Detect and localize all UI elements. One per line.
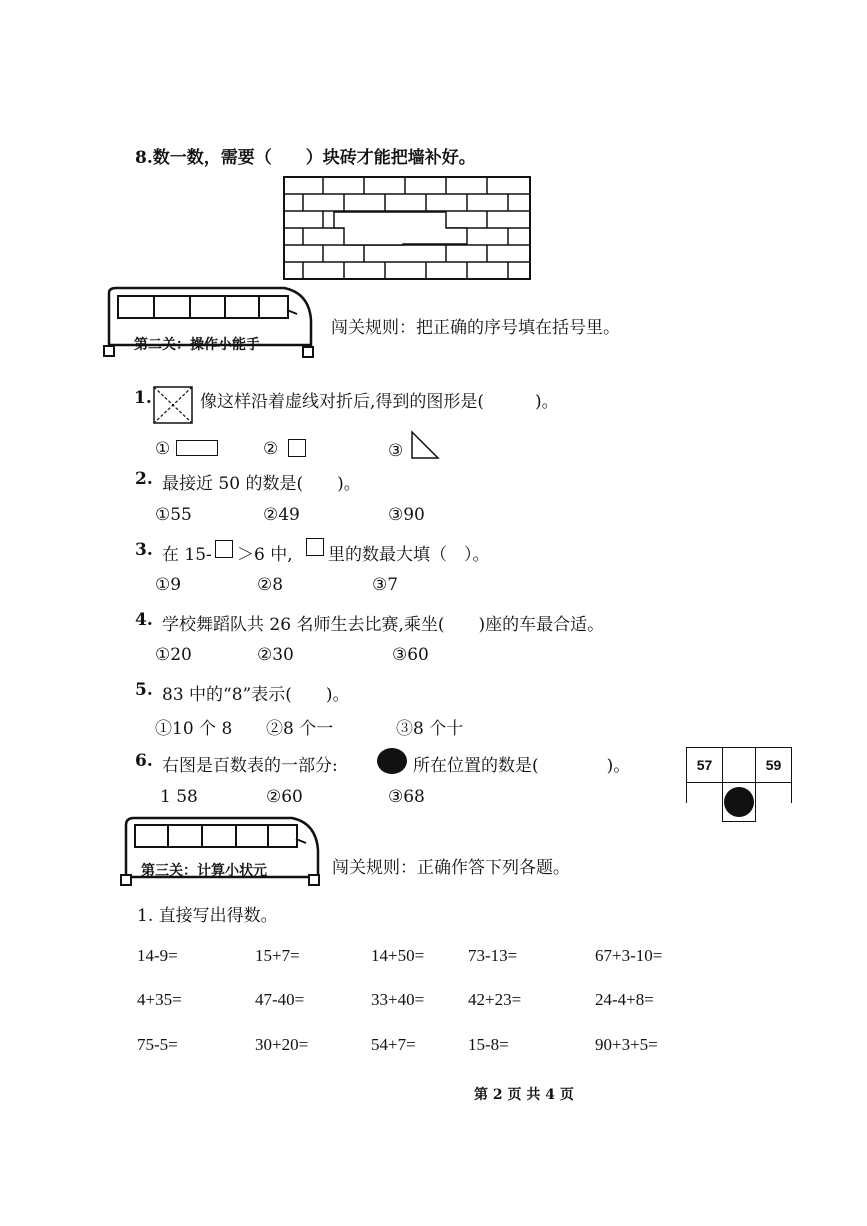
- question-3-option-1: ①9: [155, 575, 182, 595]
- calc-item: 90+3+5=: [595, 1035, 658, 1054]
- chart-cell-dot: [722, 782, 756, 822]
- question-1-stem: 像这样沿着虚线对折后,得到的图形是( )。: [200, 392, 559, 412]
- question-1-option-2: ②: [263, 439, 279, 459]
- calc-item: 15+7=: [255, 946, 300, 965]
- blank-box-icon: [215, 540, 233, 558]
- blank-box-icon: [306, 538, 324, 556]
- page-footer: 第 2 页 共 4 页: [474, 1087, 574, 1103]
- question-5-option-2: ②8 个一: [266, 719, 334, 739]
- chart-cell-empty: [722, 747, 756, 783]
- calc-item: 14+50=: [371, 946, 425, 965]
- question-3-stem-part1: 在 15-: [162, 545, 212, 565]
- question-2-option-2: ②49: [263, 505, 300, 525]
- calc-item: 30+20=: [255, 1035, 309, 1054]
- calc-item: 24-4+8=: [595, 990, 654, 1009]
- question-6-option-1: 1 58: [160, 787, 198, 807]
- question-4-option-1: ①20: [155, 645, 192, 665]
- chart-cell-59: 59: [755, 747, 792, 783]
- question-6-stem-part2: 所在位置的数是( )。: [413, 756, 631, 776]
- calc-item: 42+23=: [468, 990, 522, 1009]
- calc-item: 73-13=: [468, 946, 518, 965]
- level2-bus-label: 第二关：操作小能手: [134, 337, 260, 353]
- level3-bus-label: 第三关：计算小状元: [141, 863, 267, 879]
- level2-rule: 闯关规则：把正确的序号填在括号里。: [331, 318, 620, 338]
- calc-item: 33+40=: [371, 990, 425, 1009]
- question-8-text: 8.数一数，需要（ ）块砖才能把墙补好。: [135, 148, 476, 168]
- question-2-stem: 最接近 50 的数是( )。: [162, 474, 361, 494]
- level3-rule: 闯关规则：正确作答下列各题。: [332, 858, 570, 878]
- calc-heading: 1. 直接写出得数。: [137, 906, 278, 926]
- calc-item: 4+35=: [137, 990, 182, 1009]
- calc-item: 15-8=: [468, 1035, 509, 1054]
- square-shape-icon: [288, 439, 306, 457]
- question-2-option-1: ①55: [155, 505, 192, 525]
- question-6-option-3: ③68: [388, 787, 425, 807]
- question-3-stem-part2: ＞6 中,: [237, 545, 293, 565]
- question-5-number: 5.: [135, 680, 153, 700]
- question-6-number: 6.: [135, 751, 153, 771]
- calc-item: 14-9=: [137, 946, 178, 965]
- question-4-option-3: ③60: [392, 645, 429, 665]
- triangle-shape-icon: [410, 430, 440, 460]
- question-5-stem: 83 中的“8”表示( )。: [162, 685, 350, 705]
- question-1-option-1: ①: [155, 439, 171, 459]
- folding-square-icon: [153, 386, 193, 424]
- question-5-option-3: ③8 个十: [396, 719, 464, 739]
- black-dot-icon: [724, 787, 754, 817]
- black-dot-icon: [377, 748, 407, 774]
- question-3-number: 3.: [135, 540, 153, 560]
- question-4-number: 4.: [135, 610, 153, 630]
- calc-item: 47-40=: [255, 990, 305, 1009]
- question-2-number: 2.: [135, 469, 153, 489]
- question-3-stem-part3: 里的数最大填（ ）。: [328, 545, 490, 565]
- question-1-number: 1.: [134, 388, 152, 408]
- question-1-option-3: ③: [388, 441, 404, 461]
- brick-wall-figure: [283, 176, 533, 282]
- calc-item: 67+3-10=: [595, 946, 663, 965]
- question-4-option-2: ②30: [257, 645, 294, 665]
- question-6-option-2: ②60: [266, 787, 303, 807]
- chart-cell-57: 57: [686, 747, 723, 783]
- rectangle-shape-icon: [176, 440, 218, 456]
- hundred-chart-fragment: [686, 747, 796, 827]
- question-3-option-3: ③7: [372, 575, 399, 595]
- question-6-stem-part1: 右图是百数表的一部分:: [162, 756, 338, 776]
- calc-item: 54+7=: [371, 1035, 416, 1054]
- question-4-stem: 学校舞蹈队共 26 名师生去比赛,乘坐( )座的车最合适。: [162, 615, 605, 635]
- question-2-option-3: ③90: [388, 505, 425, 525]
- question-5-option-1: ①10 个 8: [155, 719, 233, 739]
- calc-item: 75-5=: [137, 1035, 178, 1054]
- question-3-option-2: ②8: [257, 575, 284, 595]
